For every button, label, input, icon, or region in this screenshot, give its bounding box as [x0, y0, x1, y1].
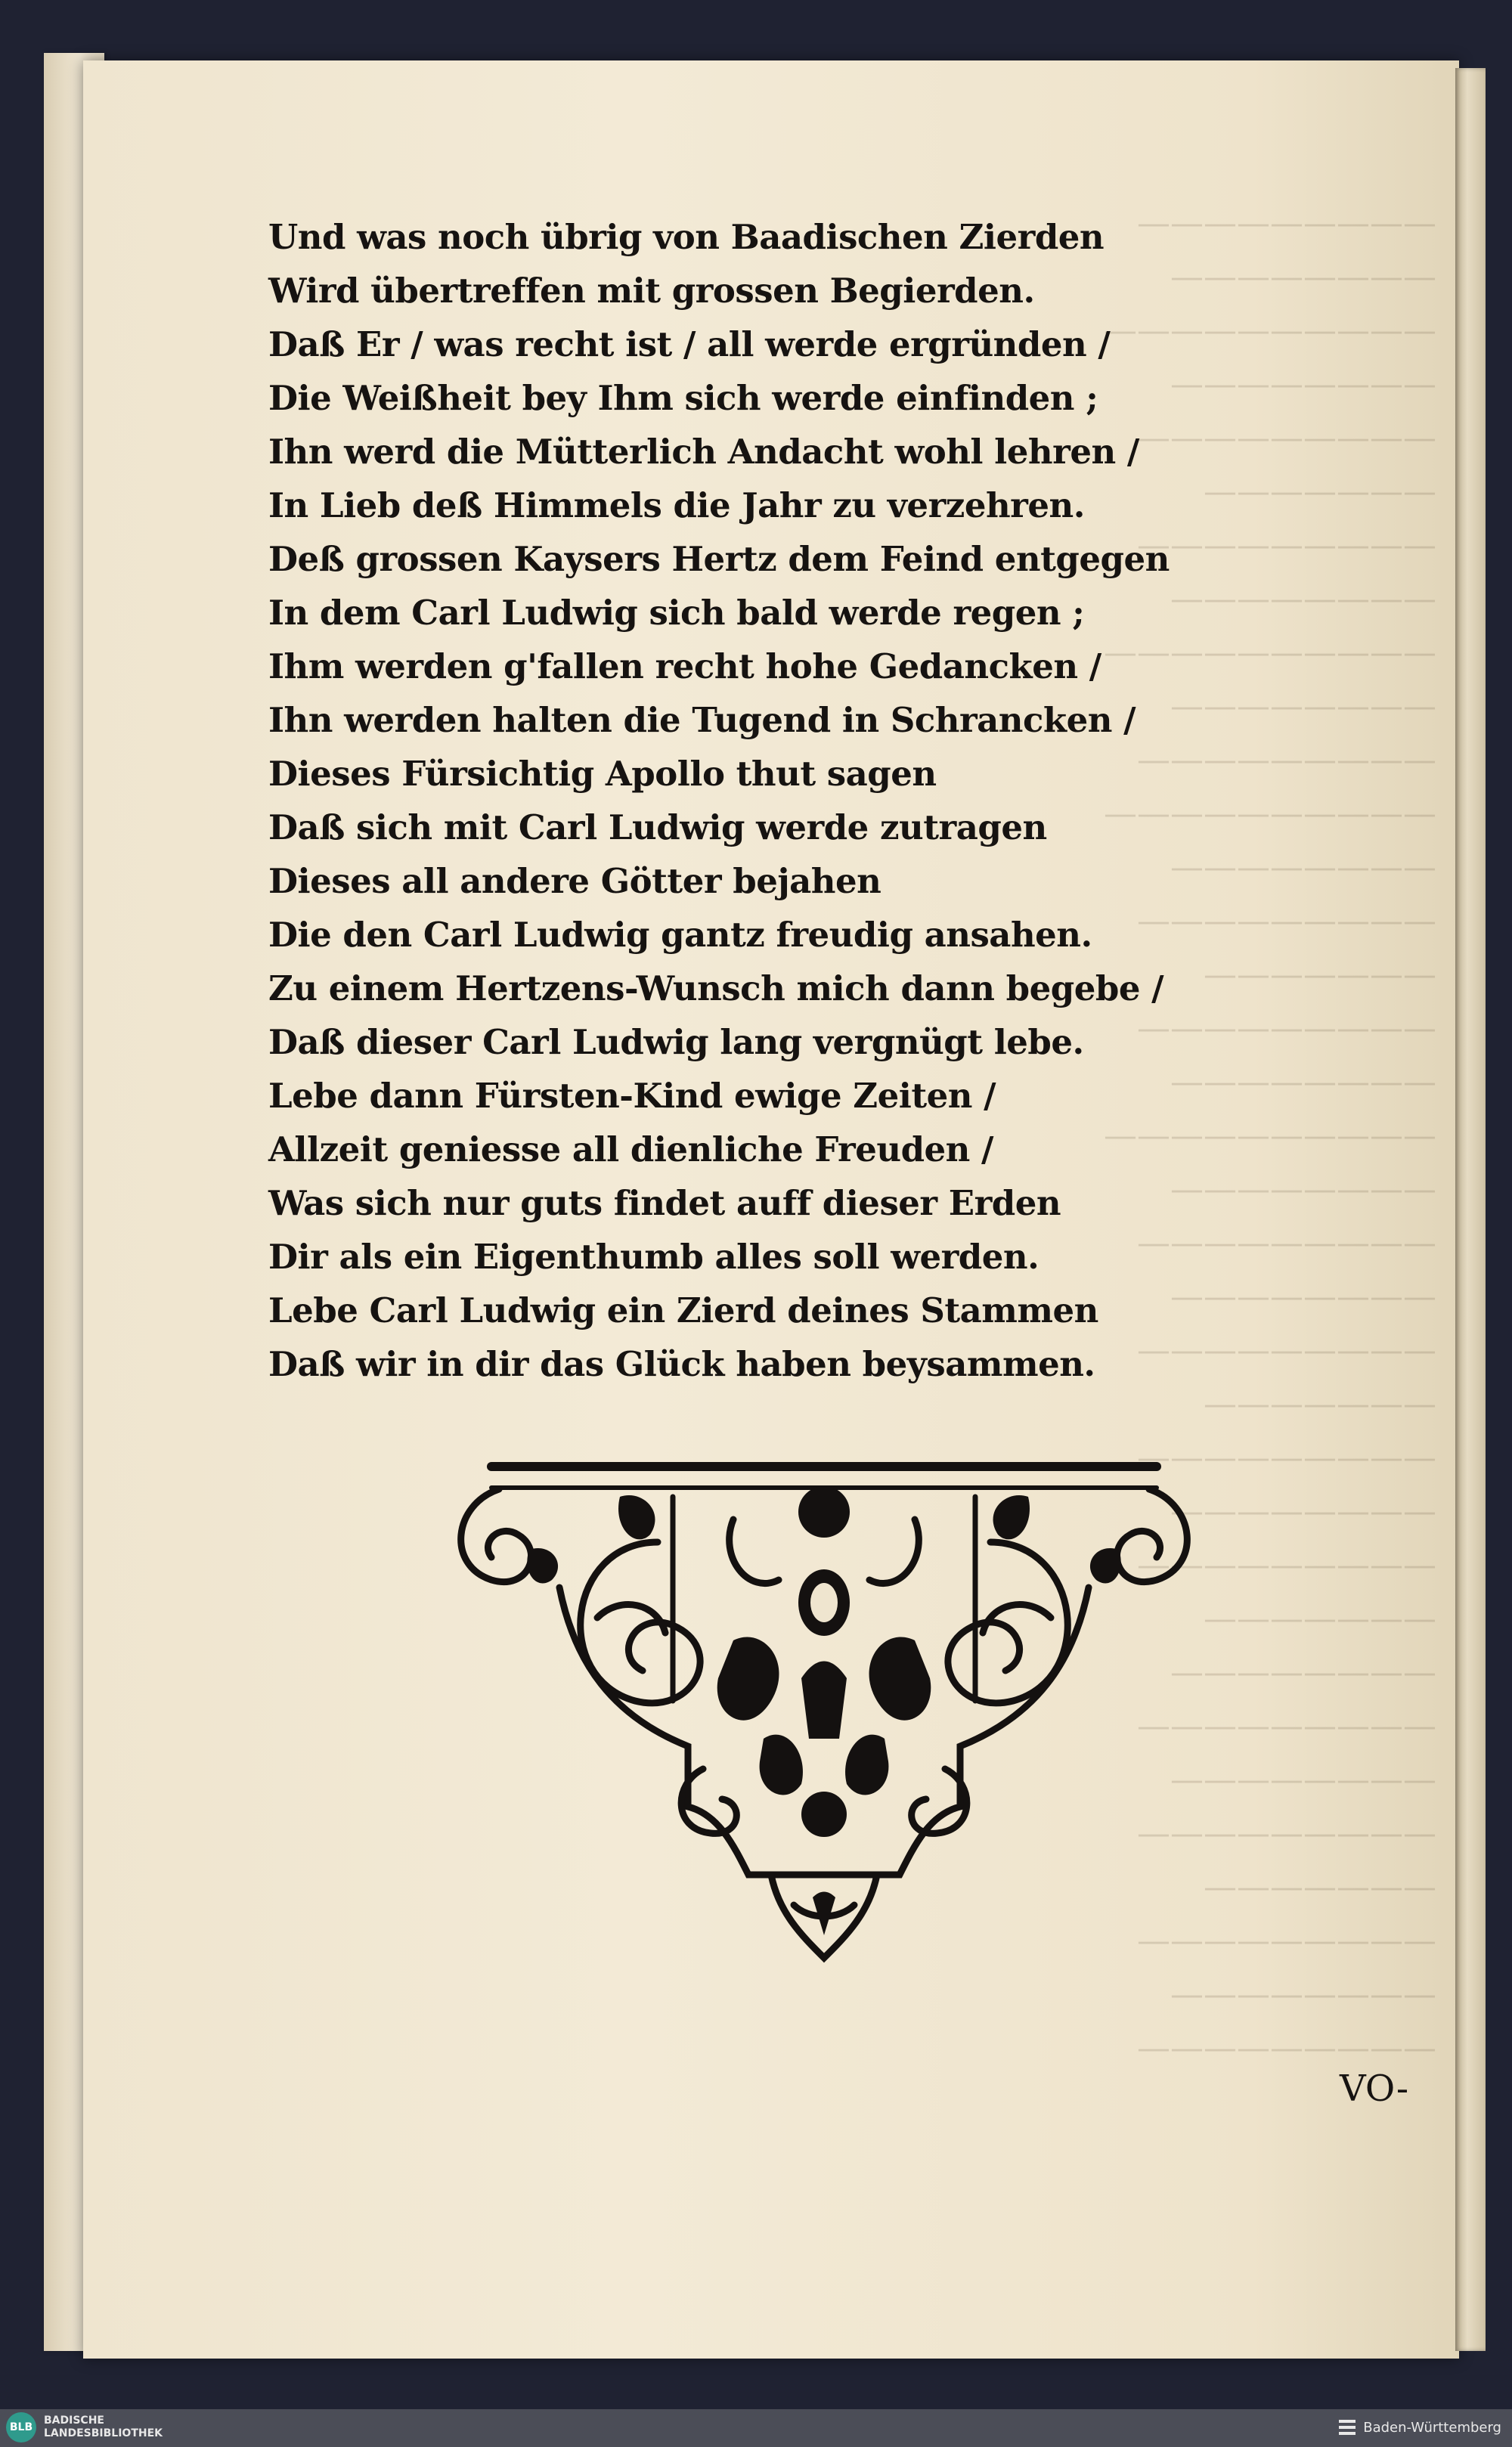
poem-line: Daß sich mit Carl Ludwig werde zutragen	[268, 807, 1047, 847]
poem-line: Daß dieser Carl Ludwig lang vergnügt lebe.	[268, 1022, 1084, 1062]
library-name-line2: LANDESBIBLIOTHEK	[44, 2427, 163, 2439]
state-branding[interactable]	[1337, 2418, 1501, 2437]
poem-line: Und was noch übrig von Baadischen Zierden	[268, 217, 1105, 257]
poem-line: Daß Er / was recht ist / all werde ergründen /	[268, 324, 1111, 364]
poem-line: Wird übertreffen mit grossen Begierden.	[268, 271, 1035, 311]
poem-line: Zu einem Hertzens-Wunsch mich dann begebe /	[268, 968, 1164, 1008]
poem-line: In dem Carl Ludwig sich bald werde regen ;	[268, 593, 1085, 633]
poem-line: In Lieb deß Himmels die Jahr zu verzehren.	[268, 485, 1085, 525]
poem-line: Die den Carl Ludwig gantz freudig ansahen.	[268, 915, 1092, 955]
poem-line: Dir als ein Eigenthumb alles soll werden.	[268, 1237, 1040, 1277]
poem-line: Lebe Carl Ludwig ein Zierd deines Stammen	[268, 1290, 1098, 1330]
footer-bar	[0, 2409, 1512, 2447]
blb-logo-icon: BLB	[6, 2412, 36, 2442]
poem-line: Ihm werden g'fallen recht hohe Gedancken /	[268, 646, 1101, 686]
poem-line: Deß grossen Kaysers Hertz dem Feind entgegen	[268, 539, 1170, 579]
poem-line: Lebe dann Fürsten-Kind ewige Zeiten /	[268, 1076, 996, 1116]
poem-line: Die Weißheit bey Ihm sich werde einfinden ;	[268, 378, 1098, 418]
state-label: Baden-Württemberg	[1363, 2419, 1501, 2436]
poem-line: Ihn werd die Mütterlich Andacht wohl lehren /	[268, 432, 1139, 472]
poem-line: Was sich nur guts findet auff dieser Erden	[268, 1183, 1061, 1223]
poem-line: Ihn werden halten die Tugend in Schrancken /	[268, 700, 1136, 740]
library-name	[44, 2414, 163, 2440]
poem-line: Dieses Fürsichtig Apollo thut sagen	[268, 754, 937, 794]
poem-line: Allzeit geniesse all dienliche Freuden /	[268, 1129, 993, 1169]
baden-wuerttemberg-lions-icon	[1337, 2418, 1357, 2437]
poem-line: Daß wir in dir das Glück haben beysammen.	[268, 1344, 1095, 1384]
poem-text	[268, 210, 1170, 1391]
baroque-tailpiece-ornament	[446, 1451, 1202, 1973]
library-branding[interactable]	[6, 2412, 163, 2442]
library-name-line1: BADISCHE	[44, 2414, 104, 2427]
page-stack-edge	[1455, 68, 1486, 2351]
poem-line: Dieses all andere Götter bejahen	[268, 861, 881, 901]
bleed-through-text: ————————— ———————— —————————— ———————— ————————— ——————— ————————— ———————— —————————— ———————— ————————— —————————— ———————— ————————— ——————— ————————— ———————— —————————— ———————— ————————— ———————— ————————— ——————— ————————— ———————— ————————— ——————— ———————— ————————— ———————— ————————— ——————— ————————— ———————— —————————	[1104, 204, 1436, 2068]
catchword: VO-	[1340, 2068, 1409, 2110]
